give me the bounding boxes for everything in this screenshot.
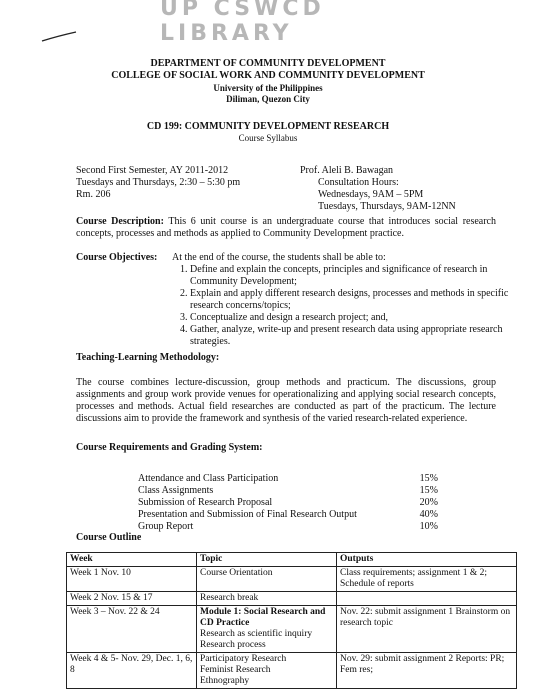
topic-line: Participatory Research (200, 654, 287, 664)
consultation-hours-2: Tuesdays, Thursdays, 9AM-12NN (318, 201, 456, 212)
library-stamp: UP CSWCD LIBRARY (160, 0, 325, 46)
grading-percent: 20% (419, 497, 438, 508)
week-cell: Week 1 Nov. 10 (67, 567, 197, 592)
methodology-text: The course combines lecture-discussion, group methods and practicum. The discussions, group assignments and group work provide venues for operationalizing and applying social research concepts, processes and methods. Actual field researches are conducted as part of the practicum. The lecture discussions aim to provide the framework and synthesis of the varied research-related experience. (76, 377, 496, 424)
table-header-row (67, 553, 517, 567)
grading-list (138, 473, 438, 533)
column-header-week: Week (67, 553, 197, 567)
pen-mark (40, 30, 80, 44)
grading-label: Submission of Research Proposal (138, 497, 273, 508)
topic-cell (197, 606, 337, 653)
table-row (67, 606, 517, 653)
week-cell: Week 4 & 5- Nov. 29, Dec. 1, 6, 8 (67, 653, 197, 689)
university-name: University of the Philippines (213, 83, 323, 93)
course-description (76, 216, 496, 240)
grading-row (138, 473, 438, 485)
outputs-cell: Nov. 29: submit assignment 2 Reports: PR; Fem res; (337, 653, 517, 689)
week-cell: Week 2 Nov. 15 & 17 (67, 592, 197, 606)
topic-cell (197, 567, 337, 592)
grading-row (138, 521, 438, 533)
outputs-cell: Class requirements; assignment 1 & 2; Schedule of reports (337, 567, 517, 592)
table-row (67, 653, 517, 689)
objective-item: 3. Conceptualize and design a research project; and, (190, 312, 520, 324)
table-row (67, 592, 517, 606)
outputs-cell (337, 592, 517, 606)
course-outline-table (66, 552, 517, 689)
topic-line: Feminist Research (200, 665, 271, 675)
outline-heading: Course Outline (76, 532, 142, 543)
table-row (67, 567, 517, 592)
topic-line: Research process (200, 640, 266, 650)
objectives-label: Course Objectives: (76, 252, 158, 263)
grading-heading: Course Requirements and Grading System: (76, 442, 263, 453)
description-label: Course Description: (76, 216, 164, 227)
consultation-label: Consultation Hours: (318, 177, 399, 188)
semester: Second First Semester, AY 2011-2012 (76, 165, 229, 176)
objective-item: 2. Explain and apply different research designs, processes and methods in specific research concerns/topics; (190, 288, 520, 312)
class-schedule: Tuesdays and Thursdays, 2:30 – 5:30 pm (76, 177, 241, 188)
column-header-outputs: Outputs (337, 553, 517, 567)
grading-label: Presentation and Submission of Final Research Output (138, 509, 357, 520)
grading-row (138, 509, 438, 521)
topic-line: Course Orientation (200, 568, 273, 578)
grading-label: Group Report (138, 521, 194, 532)
description-text: This 6 unit course is an undergraduate course that introduces social research concepts, processes and methods as applied to Community Development practice. (76, 216, 496, 239)
grading-percent: 15% (419, 485, 438, 496)
course-title: CD 199: COMMUNITY DEVELOPMENT RESEARCH (146, 121, 390, 132)
objectives-intro: At the end of the course, the students shall be able to: (172, 252, 386, 263)
objective-item: 1. Define and explain the concepts, principles and significance of research in Community Development; (190, 264, 520, 288)
objectives-list (172, 264, 520, 348)
outputs-cell: Nov. 22: submit assignment 1 Brainstorm on research topic (337, 606, 517, 653)
objective-item: 4. Gather, analyze, write-up and present research data using appropriate research strategies. (190, 324, 520, 348)
topic-line: Research break (200, 593, 259, 603)
grading-label: Attendance and Class Participation (138, 473, 279, 484)
schedule-info (76, 165, 316, 201)
column-header-topic: Topic (197, 553, 337, 567)
grading-percent: 40% (419, 509, 438, 520)
methodology-heading: Teaching-Learning Methodology: (76, 352, 220, 363)
consultation-hours-1: Wednesdays, 9AM – 5PM (318, 189, 424, 200)
grading-label: Class Assignments (138, 485, 214, 496)
module-title: Module 1: Social Research and CD Practice (200, 607, 326, 628)
topic-cell (197, 592, 337, 606)
grading-percent: 10% (419, 521, 438, 532)
topic-line: Research as scientific inquiry (200, 629, 313, 639)
college-name: COLLEGE OF SOCIAL WORK AND COMMUNITY DEVELOPMENT (111, 70, 425, 81)
department-name: DEPARTMENT OF COMMUNITY DEVELOPMENT (150, 58, 386, 69)
grading-percent: 15% (419, 473, 438, 484)
university-location: Diliman, Quezon City (226, 94, 310, 104)
course-subtitle: Course Syllabus (238, 133, 298, 143)
week-cell: Week 3 – Nov. 22 & 24 (67, 606, 197, 653)
grading-row (138, 497, 438, 509)
room: Rm. 206 (76, 189, 111, 200)
professor-name: Prof. Aleli B. Bawagan (300, 165, 394, 176)
professor-info (300, 165, 520, 213)
topic-line: Ethnography (200, 676, 250, 686)
grading-row (138, 485, 438, 497)
topic-cell (197, 653, 337, 689)
